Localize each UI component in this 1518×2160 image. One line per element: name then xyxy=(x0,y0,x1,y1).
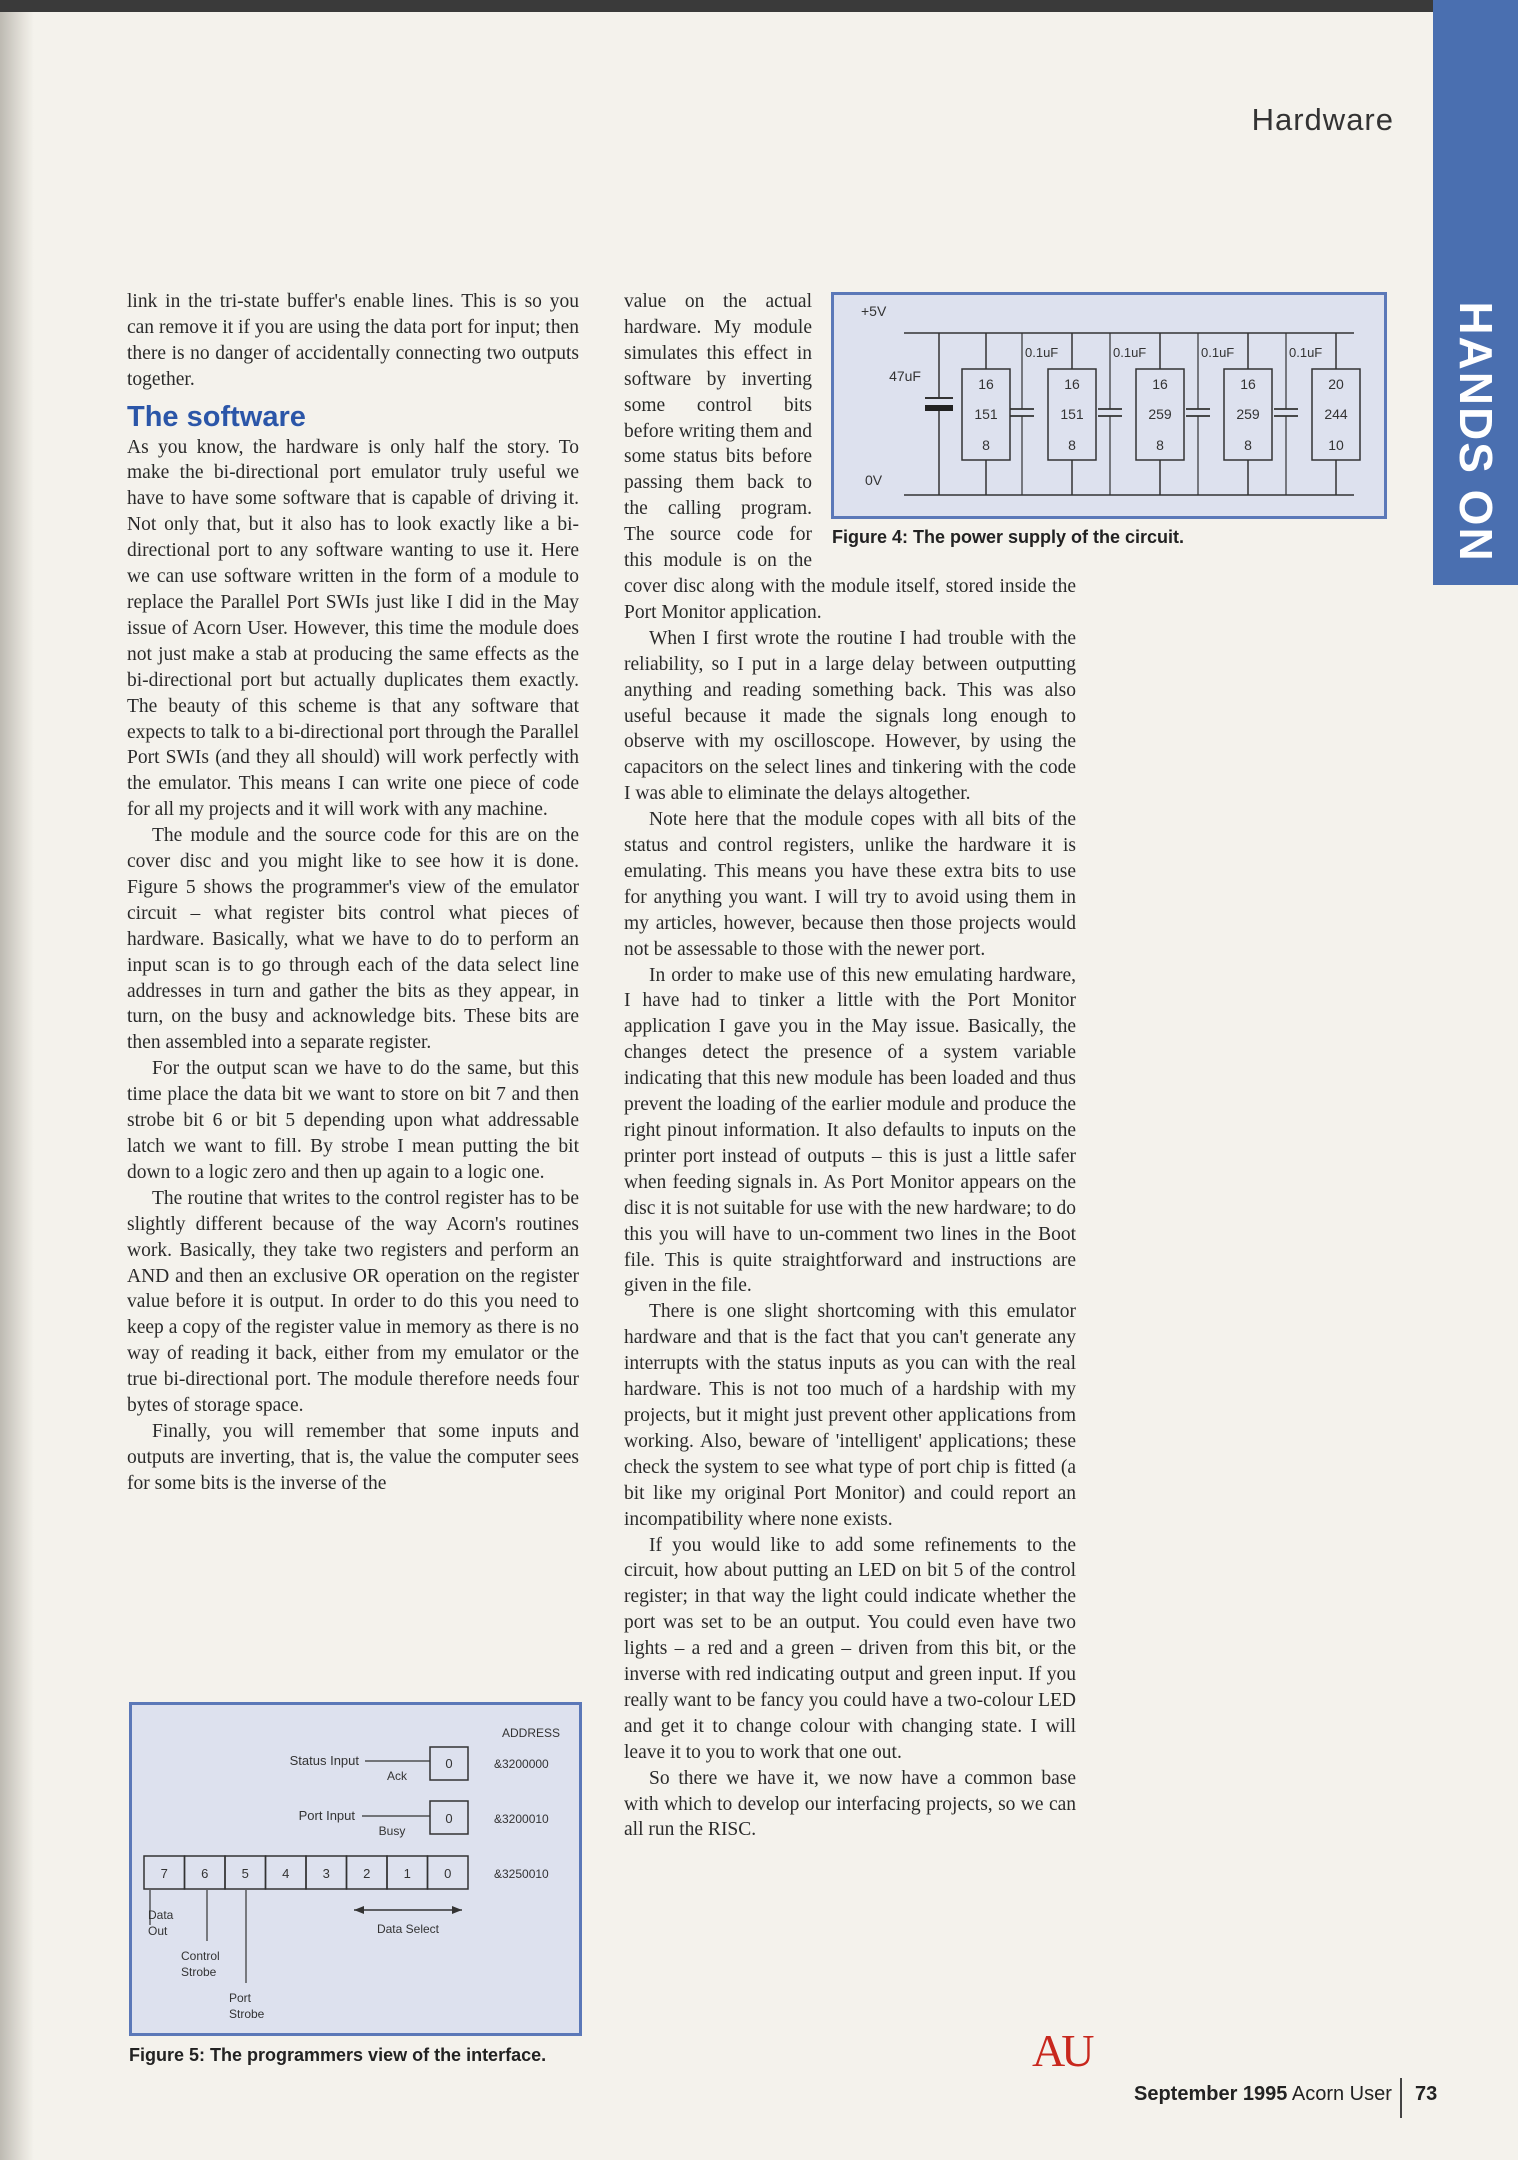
figure4-caption: Figure 4: The power supply of the circuit. xyxy=(832,527,1185,547)
page-number: 73 xyxy=(1415,2083,1438,2105)
paragraph: As you know, the hardware is only half the story. To make the bi-directional port emulator truly useful we have to have some software that is capable of driving it. Not only that, but it also has to look exactly like a bi-directional port to any software wanting to use it. Here we can use software written in the form of a module to replace the Parallel Port SWIs just like I did in the May issue of Acorn User. However, this time the module does not just make a stab at producing the same effects as the bi-directional port but actually duplicates them exactly. The beauty of this scheme is that any software that expects to talk to a bi-directional port through the Parallel Port SWIs (and they all should) will work perfectly with the emulator. This means I can write one piece of code for all my projects and it will work with any machine. xyxy=(127,436,579,821)
port-bit-value: 0 xyxy=(445,1811,453,1826)
register-bits xyxy=(144,1856,468,1889)
paragraph: value on the actual hardware. My module simulates this effect in software by inverting some control bits before writing them and some status bits before passing them back to the calling program. The source code for this module is on the cover disc along with the module itself, stored inside the Port Monitor application. xyxy=(624,291,1076,623)
control-strobe-label-2: Strobe xyxy=(181,1965,217,1979)
section-heading: The software xyxy=(127,400,306,433)
address-header: ADDRESS xyxy=(502,1726,561,1740)
chip-label-part: 151 xyxy=(1060,406,1084,422)
register-bit-label: 7 xyxy=(160,1866,168,1881)
column-left xyxy=(127,289,579,1497)
chip-group xyxy=(962,333,1360,495)
electrolytic-label: 47uF xyxy=(889,368,921,384)
figure5-diagram xyxy=(132,1705,579,2033)
register-bit-label: 5 xyxy=(241,1866,249,1881)
hands-on-tab xyxy=(1433,0,1518,585)
ack-label: Ack xyxy=(386,1769,408,1783)
data-out-label-1: Data xyxy=(148,1908,174,1922)
register-bit-label: 1 xyxy=(403,1866,411,1881)
footer-date: September 1995 xyxy=(1134,2083,1288,2105)
hands-on-tab-label: HANDS ON xyxy=(1449,301,1502,563)
section-header: Hardware xyxy=(1251,102,1394,137)
paragraph: So there we have it, we now have a common base with which to develop our interfacing projects, so we can all run the RISC. xyxy=(624,1767,1076,1841)
address-port: &3200010 xyxy=(494,1812,549,1826)
status-bit-value: 0 xyxy=(445,1756,453,1771)
paragraph: For the output scan we have to do the same, but this time place the data bit we want to store on bit 7 and then strobe bit 6 or bit 5 depending upon what addressable latch we want to fill. By strobe I mean putting the bit down to a logic zero and then up again to a logic one. xyxy=(127,1058,579,1183)
port-input-label: Port Input xyxy=(298,1808,355,1823)
decoupling-capacitor-label: 0.1uF xyxy=(1113,345,1147,360)
arrow-left-head xyxy=(354,1906,364,1914)
busy-label: Busy xyxy=(378,1824,406,1838)
address-register: &3250010 xyxy=(494,1867,549,1881)
data-select-label: Data Select xyxy=(376,1922,440,1936)
figure4-diagram xyxy=(834,295,1384,516)
column-right xyxy=(624,289,1076,1843)
paragraph: In order to make use of this new emulating hardware, I have had to tinker a little with the Port Monitor application I gave you in the May issue. Basically, the changes detect the presence of a system variable indicating that this new module has been loaded and thus prevent the loading of the earlier module and produce the right pinout information. It also defaults to inputs on the printer port instead of outputs – this is just a little safer when feeding signals in. As Port Monitor appears on the disc it is not suitable for use with the new hardware; to do this you will have to un-comment two lines in the Boot file. This is quite straightforward and instructions are given in the file. xyxy=(624,964,1076,1297)
data-out-label-2: Out xyxy=(148,1924,168,1938)
paragraph: Finally, you will remember that some inputs and outputs are inverting, that is, the value the computer sees for some bits is the inverse of the xyxy=(127,1420,579,1494)
chip-label-part: 244 xyxy=(1324,406,1348,422)
register-bit-label: 2 xyxy=(363,1866,371,1881)
footer-magazine: Acorn User xyxy=(1291,2083,1392,2105)
chip-label-part: 259 xyxy=(1236,406,1260,422)
address-status: &3200000 xyxy=(494,1757,549,1771)
register-bit-label: 3 xyxy=(322,1866,330,1881)
chip-label-top: 16 xyxy=(1152,376,1168,392)
electrolytic-capacitor xyxy=(889,333,953,495)
chip-label-bottom: 8 xyxy=(982,437,990,453)
register-bit-label: 6 xyxy=(201,1866,209,1881)
control-strobe-label-1: Control xyxy=(181,1949,220,1963)
decoupling-capacitor-label: 0.1uF xyxy=(1289,345,1323,360)
chip-label-top: 20 xyxy=(1328,376,1344,392)
figure5-programmers-view xyxy=(129,1702,582,2036)
chip-label-top: 16 xyxy=(1064,376,1080,392)
chip-label-bottom: 8 xyxy=(1156,437,1164,453)
figure5-caption: Figure 5: The programmers view of the interface. xyxy=(129,2045,547,2065)
chip-label-bottom: 8 xyxy=(1068,437,1076,453)
rail-top-label: +5V xyxy=(861,303,887,319)
decoupling-capacitor-label: 0.1uF xyxy=(1025,345,1059,360)
footer xyxy=(1134,2083,1392,2106)
page-binding-shadow xyxy=(0,0,34,2160)
paragraph: Note here that the module copes with all bits of the status and control registers, unlike the hardware it is emulating. This means you have these extra bits to use for anything you want. I will try to avoid using them in my articles, however, because then those projects would not be assessable to those with the newer port. xyxy=(624,809,1076,960)
register-bit-label: 0 xyxy=(444,1866,452,1881)
paragraph: There is one slight shortcoming with this emulator hardware and that is the fact that you can't generate any interrupts with the status inputs as you can with the real hardware. This is not too much of a hardship with my projects, but it might just prevent other applications from working. Also, beware of 'intelligent' applications; these check the system to see what type of port chip is fitted (a bit like my original Port Monitor) and could report an incompatibility where none exists. xyxy=(624,1301,1076,1530)
paragraph: The routine that writes to the control register has to be slightly different because of the way Acorn's routines work. Basically, they take two registers and perform an AND and then an exclusive OR operation on the register value before it is output. In order to do this you need to keep a copy of the register value in memory as there is no way of reading it back, either from my emulator or the true bi-directional port. The module therefore needs four bytes of storage space. xyxy=(127,1187,579,1417)
chip-label-part: 151 xyxy=(974,406,998,422)
paragraph: When I first wrote the routine I had trouble with the reliability, so I put in a large delay between outputting anything and reading something back. This was also useful because it made the signals long enough to observe with my oscilloscope. However, by using the capacitors on the select lines and tinkering with the code I was able to eliminate the delays altogether. xyxy=(624,627,1076,805)
port-strobe-label-2: Strobe xyxy=(229,2007,265,2021)
arrow-right-head xyxy=(452,1906,462,1914)
status-input-label: Status Input xyxy=(289,1753,359,1768)
chip-label-bottom: 8 xyxy=(1244,437,1252,453)
register-bit-label: 4 xyxy=(282,1866,290,1881)
decoupling-capacitor-label: 0.1uF xyxy=(1201,345,1235,360)
port-strobe-label-1: Port xyxy=(229,1991,252,2005)
paragraph: If you would like to add some refinements to the circuit, how about putting an LED on bit 5 of the control register; in that way the light could indicate whether the port was set to be an output. You could even have two lights – a red and a green – driven from this bit, or the inverse with red indicating output and green input. If you really want to be fancy you could have a two-colour LED and get it to change colour with changing state. I will leave it to you to work that one out. xyxy=(624,1534,1076,1763)
footer-separator xyxy=(1400,2078,1402,2118)
paragraph: link in the tri-state buffer's enable lines. This is so you can remove it if you are using the data port for input; then there is no danger of accidentally connecting two outputs together. xyxy=(127,291,579,390)
chip-label-bottom: 10 xyxy=(1328,437,1344,453)
chip-label-part: 259 xyxy=(1148,406,1172,422)
acorn-user-logo: AU xyxy=(1032,2025,1091,2076)
rail-bottom-label: 0V xyxy=(865,472,883,488)
top-edge xyxy=(0,0,1440,12)
figure4-power-supply xyxy=(831,292,1387,519)
chip-label-top: 16 xyxy=(978,376,994,392)
paragraph: The module and the source code for this are on the cover disc and you might like to see how it is done. Figure 5 shows the programmer's view of the emulator circuit – what register bits control what pieces of hardware. Basically, what we have to do to perform an input scan is to go through each of the data select line addresses in turn and gather the bits as they appear, in turn, on the busy and acknowledge bits. These bits are then assembled into a separate register. xyxy=(127,825,579,1054)
chip-label-top: 16 xyxy=(1240,376,1256,392)
